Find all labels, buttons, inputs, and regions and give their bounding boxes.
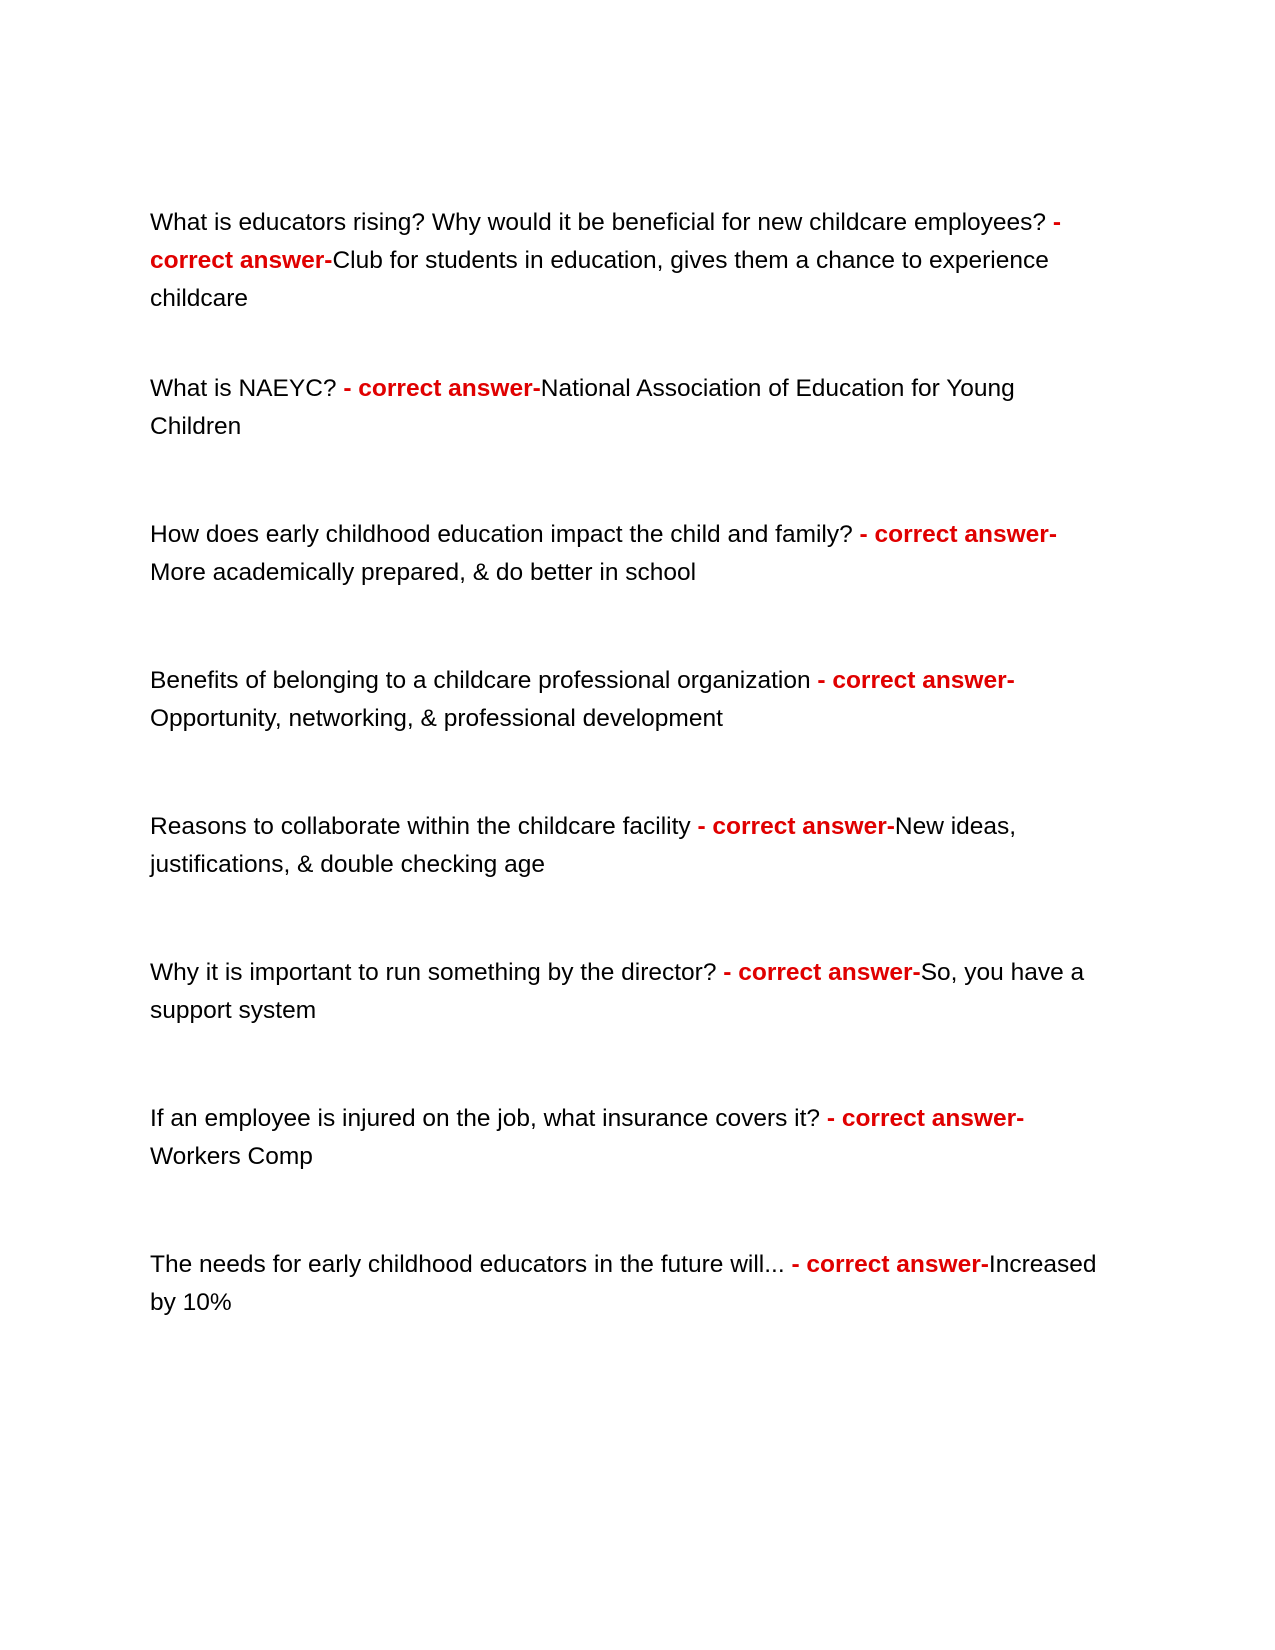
question-text: What is educators rising? Why would it be beneficial for new childcare employees? bbox=[150, 209, 1053, 236]
question-text: What is NAEYC? bbox=[150, 375, 344, 402]
question-text: Why it is important to run something by the director? bbox=[150, 959, 724, 986]
correct-answer-marker: - correct answer- bbox=[791, 1251, 989, 1278]
answer-text: Increased by 10% bbox=[150, 1251, 1097, 1316]
qa-item-6 bbox=[150, 954, 1110, 1030]
question-text: Benefits of belonging to a childcare professional organization bbox=[150, 667, 818, 694]
answer-text: Club for students in education, gives them a chance to experience childcare bbox=[150, 247, 1049, 312]
correct-answer-marker: - correct answer- bbox=[697, 813, 895, 840]
answer-text: Opportunity, networking, & professional development bbox=[150, 705, 723, 732]
correct-answer-marker: - correct answer- bbox=[826, 1105, 1025, 1132]
correct-answer-marker: - correct answer- bbox=[817, 667, 1015, 694]
correct-answer-marker: - correct answer- bbox=[343, 375, 541, 402]
qa-item-5 bbox=[150, 808, 1110, 884]
question-text: If an employee is injured on the job, what insurance covers it? bbox=[150, 1105, 827, 1132]
correct-answer-marker: - correct answer- bbox=[723, 959, 921, 986]
qa-item-1 bbox=[150, 204, 1110, 318]
correct-answer-marker: - correct answer- bbox=[859, 521, 1057, 548]
qa-item-2 bbox=[150, 370, 1110, 446]
answer-text: More academically prepared, & do better in school bbox=[150, 559, 697, 586]
answer-text: Workers Comp bbox=[150, 1143, 313, 1170]
question-text: The needs for early childhood educators in the future will... bbox=[150, 1251, 792, 1278]
answer-text: New ideas, justifications, & double checking age bbox=[150, 813, 1017, 878]
answer-text: National Association of Education for Young Children bbox=[150, 375, 1015, 440]
qa-item-4 bbox=[150, 662, 1110, 738]
question-text: How does early childhood education impact the child and family? bbox=[150, 521, 860, 548]
answer-text: So, you have a support system bbox=[150, 959, 1085, 1024]
qa-item-7 bbox=[150, 1100, 1110, 1176]
question-text: Reasons to collaborate within the childcare facility bbox=[150, 813, 698, 840]
correct-answer-marker: - correct answer- bbox=[150, 209, 1062, 274]
qa-item-3 bbox=[150, 516, 1110, 592]
qa-item-8 bbox=[150, 1246, 1110, 1322]
